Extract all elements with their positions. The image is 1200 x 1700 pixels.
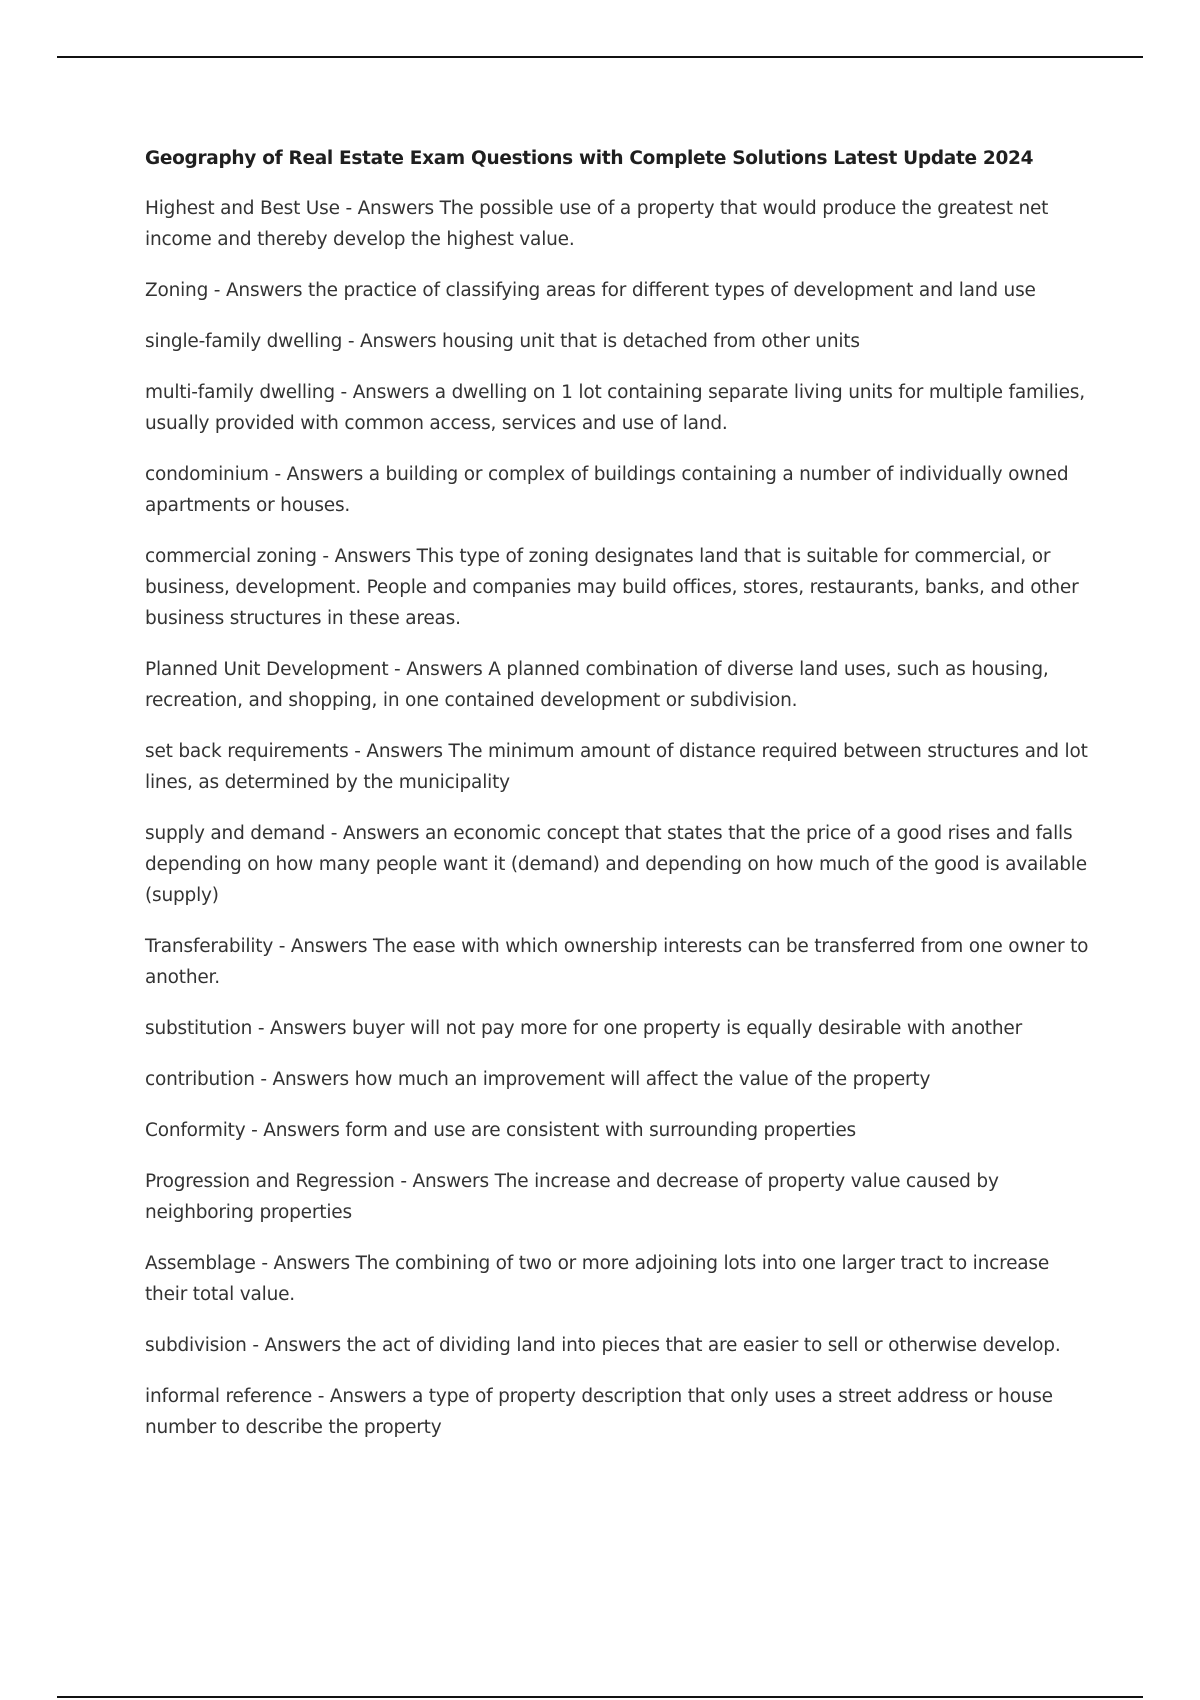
entry-highest-and-best-use: Highest and Best Use - Answers The possible use of a property that would produce the greatest net income and thereby develop the highest value. — [145, 198, 1049, 250]
entry-single-family-dwelling: single-family dwelling - Answers housing unit that is detached from other units — [145, 331, 860, 352]
entry-informal-reference: informal reference - Answers a type of property description that only uses a street address or house number to describe the property — [145, 1386, 1053, 1438]
entry-multi-family-dwelling: multi-family dwelling - Answers a dwelling on 1 lot containing separate living units for multiple families, usually provided with common access, services and use of land. — [145, 382, 1085, 434]
entry-planned-unit-development: Planned Unit Development - Answers A planned combination of diverse land uses, such as housing, recreation, and shopping, in one contained development or subdivision. — [145, 659, 1049, 711]
entry-supply-and-demand: supply and demand - Answers an economic concept that states that the price of a good rises and falls depending on how many people want it (demand) and depending on how much of the good is available (supply) — [145, 823, 1087, 906]
entry-commercial-zoning: commercial zoning - Answers This type of zoning designates land that is suitable for commercial, or business, development. People and companies may build offices, stores, restaurants, banks, and other business structures in these areas. — [145, 546, 1079, 629]
bottom-rule — [57, 1696, 1143, 1698]
entry-transferability: Transferability - Answers The ease with which ownership interests can be transferred from one owner to another. — [145, 936, 1089, 988]
document-body — [145, 144, 1090, 1463]
entry-assemblage: Assemblage - Answers The combining of two or more adjoining lots into one larger tract to increase their total value. — [145, 1253, 1050, 1305]
entry-condominium: condominium - Answers a building or complex of buildings containing a number of individually owned apartments or houses. — [145, 464, 1069, 516]
entry-set-back-requirements: set back requirements - Answers The minimum amount of distance required between structures and lot lines, as determined by the municipality — [145, 741, 1088, 793]
entry-substitution: substitution - Answers buyer will not pay more for one property is equally desirable with another — [145, 1018, 1022, 1039]
entry-conformity: Conformity - Answers form and use are consistent with surrounding properties — [145, 1120, 856, 1141]
top-rule — [57, 56, 1143, 58]
entry-progression-and-regression: Progression and Regression - Answers The increase and decrease of property value caused by neighboring properties — [145, 1171, 999, 1223]
document-title: Geography of Real Estate Exam Questions with Complete Solutions Latest Update 2024 — [145, 148, 1034, 169]
entry-zoning: Zoning - Answers the practice of classifying areas for different types of development and land use — [145, 280, 1036, 301]
entry-subdivision: subdivision - Answers the act of dividing land into pieces that are easier to sell or otherwise develop. — [145, 1335, 1061, 1356]
entry-contribution: contribution - Answers how much an improvement will affect the value of the property — [145, 1069, 931, 1090]
